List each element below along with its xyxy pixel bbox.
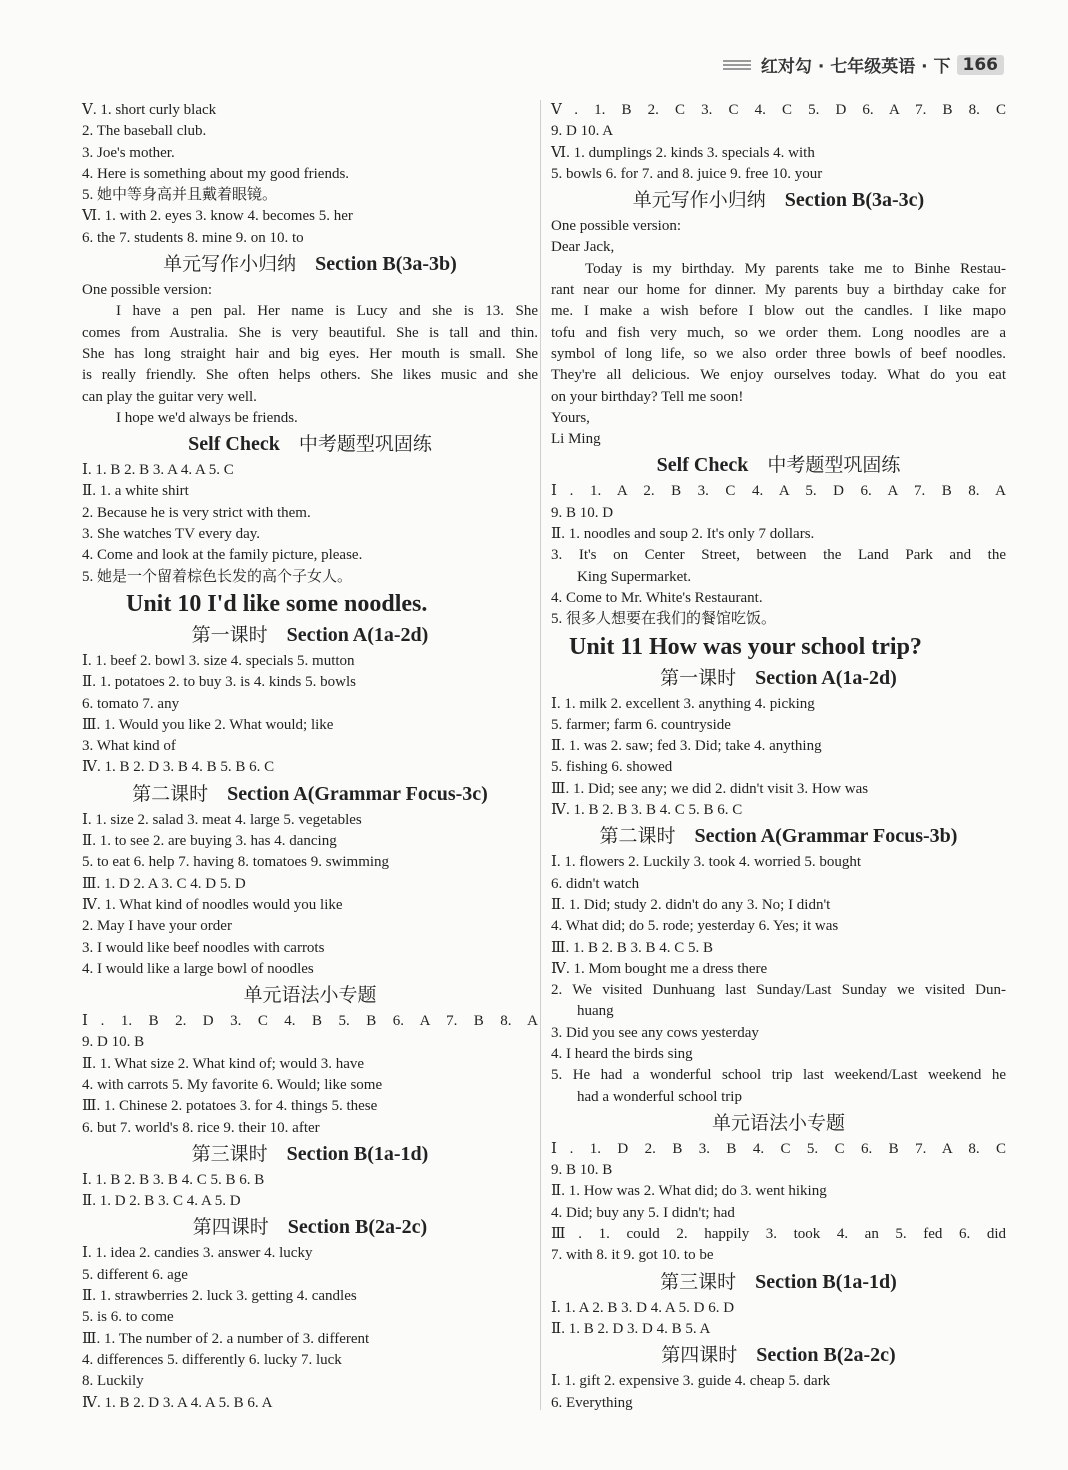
- answer-line: me. I make a wish before I blow out the candles. I like mapo: [551, 303, 1006, 320]
- book-title: 红对勾 · 七年级英语 · 下: [760, 57, 951, 77]
- answer-line: Ⅲ. 1. could 2. happily 3. took 4. an 5. fed 6. did: [551, 1226, 1006, 1243]
- answer-line: 5. 她中等身高并且戴着眼镜。: [82, 187, 278, 204]
- answer-line: 5. fishing 6. showed: [551, 759, 673, 776]
- answer-line: Ⅲ. 1. B 2. B 3. B 4. C 5. B: [551, 939, 713, 956]
- answer-line: Ⅰ. 1. B 2. B 3. A 4. A 5. C: [82, 462, 234, 479]
- answer-line: Ⅰ. 1. B 2. D 3. C 4. B 5. B 6. A 7. B 8. A: [82, 1013, 538, 1030]
- answer-line: 4. I heard the birds sing: [551, 1045, 693, 1062]
- section-heading-cn: 单元写作小归纳: [163, 253, 297, 276]
- answer-line: Ⅲ. 1. Did; see any; we did 2. didn't visit 3. How was: [551, 780, 869, 797]
- answer-line: Ⅱ. 1. What size 2. What kind of; would 3. have: [82, 1055, 365, 1072]
- answer-line: 4. differences 5. differently 6. lucky 7. luck: [82, 1351, 342, 1368]
- answer-line: 4. I would like a large bowl of noodles: [82, 960, 314, 977]
- answer-line: 4. Here is something about my good friends.: [82, 165, 350, 182]
- answer-line: Ⅳ. 1. What kind of noodles would you like: [82, 896, 343, 913]
- section-heading-en: Section B(1a-1d): [755, 1270, 897, 1293]
- answer-line: Yours,: [551, 409, 590, 426]
- section-heading-cn: 中考题型巩固练: [767, 454, 901, 477]
- answer-line: 6. tomato 7. any: [82, 695, 180, 712]
- answer-line: 5. different 6. age: [82, 1266, 188, 1283]
- answer-line: 7. with 8. it 9. got 10. to be: [551, 1247, 714, 1264]
- section-heading: [82, 980, 538, 1011]
- answer-line: Ⅱ. 1. Did; study 2. didn't do any 3. No; I didn't: [551, 896, 831, 913]
- answer-line: 2. Because he is very strict with them.: [82, 504, 311, 521]
- answer-line: King Supermarket.: [577, 568, 692, 585]
- answer-line: 4. with carrots 5. My favorite 6. Would; like some: [82, 1076, 383, 1093]
- answer-line: 9. D 10. B: [82, 1034, 145, 1051]
- section-heading: [82, 249, 538, 280]
- answer-line: Ⅴ. 1. short curly black: [82, 102, 217, 118]
- answer-line: Ⅱ. 1. B 2. D 3. D 4. B 5. A: [551, 1320, 711, 1337]
- answer-line: One possible version:: [551, 218, 681, 235]
- unit-title: Unit 10 I'd like some noodles.: [126, 590, 428, 617]
- answer-line: Ⅱ. 1. D 2. B 3. C 4. A 5. D: [82, 1193, 241, 1210]
- section-heading-en: Section B(3a-3b): [315, 253, 457, 276]
- section-heading-en: Self Check: [656, 454, 749, 477]
- answer-line: 6. but 7. world's 8. rice 9. their 10. after: [82, 1119, 320, 1136]
- answer-line: Ⅳ. 1. B 2. D 3. A 4. A 5. B 6. A: [82, 1394, 273, 1411]
- section-heading: [82, 779, 538, 810]
- answer-line: Ⅱ. 1. How was 2. What did; do 3. went hiking: [551, 1183, 827, 1200]
- answer-line: Ⅲ. 1. Would you like 2. What would; like: [82, 716, 334, 733]
- section-heading-en: Section A(Grammar Focus-3b): [694, 825, 958, 848]
- answer-line: Ⅴ. 1. B 2. C 3. C 4. C 5. D 6. A 7. B 8. C: [551, 102, 1006, 118]
- answer-line: 9. B 10. D: [551, 504, 614, 521]
- section-heading-cn: 第二课时: [132, 782, 209, 805]
- section-heading-en: Section A(Grammar Focus-3c): [227, 782, 488, 805]
- answer-line: Ⅳ. 1. B 2. B 3. B 4. C 5. B 6. C: [551, 802, 743, 819]
- answer-line: 4. What did; do 5. rode; yesterday 6. Yes; it was: [551, 918, 839, 935]
- answer-line: 2. We visited Dunhuang last Sunday/Last Sunday we visited Dun-: [551, 982, 1006, 999]
- answer-line: Ⅰ. 1. D 2. B 3. B 4. C 5. C 6. B 7. A 8. C: [551, 1140, 1006, 1157]
- answer-line: Li Ming: [551, 431, 601, 448]
- answer-line: She has long straight hair and big eyes. Her mouth is small. She: [82, 345, 538, 362]
- answer-line: 3. I would like beef noodles with carrots: [82, 939, 325, 956]
- section-heading: [551, 1108, 1006, 1139]
- answer-line: Dear Jack,: [551, 239, 615, 256]
- answer-line: huang: [577, 1003, 614, 1020]
- section-heading-en: Section B(2a-2c): [287, 1216, 428, 1239]
- answer-line: 3. Did you see any cows yesterday: [551, 1024, 759, 1041]
- answer-line: rant near our home for dinner. My parents buy a birthday cake for: [551, 282, 1006, 299]
- answer-line: Ⅲ. 1. Chinese 2. potatoes 3. for 4. things 5. these: [82, 1098, 378, 1115]
- section-heading-en: Section B(1a-1d): [286, 1142, 429, 1165]
- answer-line: Ⅰ. 1. A 2. B 3. D 4. A 5. D 6. D: [551, 1299, 735, 1316]
- section-heading-cn: 第三课时: [660, 1270, 737, 1293]
- section-heading-cn: 单元写作小归纳: [632, 189, 766, 212]
- answer-line: Ⅱ. 1. was 2. saw; fed 3. Did; take 4. anything: [551, 738, 822, 755]
- answer-line: Ⅰ. 1. A 2. B 3. C 4. A 5. D 6. A 7. B 8. A: [551, 483, 1006, 500]
- answer-line: Ⅰ. 1. flowers 2. Luckily 3. took 4. worried 5. bought: [551, 854, 862, 871]
- answer-line: 4. Did; buy any 5. I didn't; had: [551, 1204, 735, 1221]
- answer-line: tofu and fish very much, so we order them. Long noodles are a: [551, 324, 1006, 341]
- answer-line: One possible version:: [82, 282, 212, 299]
- section-heading: [82, 429, 538, 460]
- answer-line: I have a pen pal. Her name is Lucy and she is 13. She: [116, 303, 538, 320]
- section-heading-cn: 第一课时: [191, 623, 268, 646]
- section-heading: [551, 821, 1006, 852]
- section-heading-en: Section B(2a-2c): [756, 1344, 896, 1367]
- answer-line: Ⅰ. 1. idea 2. candies 3. answer 4. lucky: [82, 1245, 313, 1262]
- section-heading-cn: 中考题型巩固练: [298, 433, 432, 456]
- answer-line: Ⅰ. 1. gift 2. expensive 3. guide 4. cheap 5. dark: [551, 1373, 831, 1390]
- section-heading: [551, 1340, 1006, 1371]
- answer-line: Ⅲ. 1. D 2. A 3. C 4. D 5. D: [82, 875, 246, 892]
- section-heading-cn: 第二课时: [599, 825, 676, 848]
- page-header: [723, 52, 1004, 77]
- answer-line: 5. 很多人想要在我们的餐馆吃饭。: [551, 611, 777, 628]
- answer-line: Ⅰ. 1. size 2. salad 3. meat 4. large 5. vegetables: [82, 811, 362, 828]
- answer-line: 2. May I have your order: [82, 918, 232, 935]
- section-heading-cn: 第四课时: [661, 1344, 738, 1367]
- answer-line: Ⅳ. 1. B 2. D 3. B 4. B 5. B 6. C: [82, 759, 275, 776]
- section-heading-en: Section A(1a-2d): [286, 623, 429, 646]
- answer-line: Ⅰ. 1. B 2. B 3. B 4. C 5. B 6. B: [82, 1171, 265, 1188]
- answer-line: symbol of long life, so we also order three bowls of beef noodles.: [551, 345, 1006, 362]
- answer-line: They're all delicious. We enjoy ourselves today. What do you eat: [551, 367, 1006, 384]
- answer-line: on your birthday? Tell me soon!: [551, 388, 744, 405]
- answer-line: 6. the 7. students 8. mine 9. on 10. to: [82, 229, 304, 246]
- answer-line: 9. B 10. B: [551, 1162, 613, 1179]
- answer-line: 5. He had a wonderful school trip last weekend/Last weekend he: [551, 1067, 1006, 1084]
- section-heading: [551, 1267, 1006, 1298]
- right-column: [551, 100, 1006, 1414]
- column-divider: [540, 100, 541, 1410]
- answer-line: had a wonderful school trip: [577, 1088, 742, 1105]
- page-number: 166: [957, 55, 1005, 75]
- answer-line: Ⅵ. 1. dumplings 2. kinds 3. specials 4. with: [551, 144, 815, 161]
- section-heading: [82, 1212, 538, 1243]
- section-heading-en: Self Check: [188, 433, 280, 456]
- answer-line: Ⅳ. 1. Mom bought me a dress there: [551, 960, 768, 977]
- answer-line: 4. Come and look at the family picture, please.: [82, 547, 363, 564]
- answer-line: Ⅰ. 1. milk 2. excellent 3. anything 4. picking: [551, 695, 815, 712]
- section-heading: [82, 1139, 538, 1170]
- answer-line: can play the guitar very well.: [82, 388, 257, 405]
- answer-line: Ⅱ. 1. noodles and soup 2. It's only 7 dollars.: [551, 526, 815, 543]
- section-heading-cn: 单元语法小专题: [711, 1111, 845, 1134]
- answer-line: Ⅲ. 1. The number of 2. a number of 3. different: [82, 1330, 370, 1347]
- answer-line: Ⅰ. 1. beef 2. bowl 3. size 4. specials 5. mutton: [82, 652, 355, 669]
- answer-line: Ⅱ. 1. strawberries 2. luck 3. getting 4. candles: [82, 1288, 357, 1305]
- answer-line: 5. is 6. to come: [82, 1309, 174, 1326]
- section-heading-cn: 第一课时: [660, 666, 737, 689]
- answer-line: I hope we'd always be friends.: [116, 409, 298, 426]
- answer-line: 6. Everything: [551, 1394, 633, 1411]
- answer-line: 3. She watches TV every day.: [82, 526, 261, 543]
- answer-line: Ⅱ. 1. a white shirt: [82, 483, 189, 500]
- answer-line: 6. didn't watch: [551, 875, 640, 892]
- answer-line: Ⅱ. 1. to see 2. are buying 3. has 4. dancing: [82, 833, 337, 850]
- section-heading: [82, 620, 538, 651]
- left-column: [82, 100, 538, 1414]
- section-heading-cn: 单元语法小专题: [243, 984, 377, 1007]
- answer-line: 2. The baseball club.: [82, 123, 207, 140]
- answer-line: Ⅱ. 1. potatoes 2. to buy 3. is 4. kinds 5. bowls: [82, 674, 356, 691]
- answer-line: Today is my birthday. My parents take me to Binhe Restau-: [585, 260, 1006, 277]
- answer-line: Ⅵ. 1. with 2. eyes 3. know 4. becomes 5. her: [82, 208, 353, 225]
- section-heading-cn: 第三课时: [191, 1142, 268, 1165]
- answer-line: 3. It's on Center Street, between the Land Park and the: [551, 547, 1006, 564]
- answer-line: 3. Joe's mother.: [82, 144, 175, 161]
- section-heading-cn: 第四课时: [192, 1216, 269, 1239]
- answer-line: comes from Australia. She is very beautiful. She is tall and thin.: [82, 324, 538, 341]
- answer-line: 4. Come to Mr. White's Restaurant.: [551, 589, 763, 606]
- section-heading: [551, 450, 1006, 481]
- answer-line: 8. Luckily: [82, 1373, 144, 1390]
- answer-line: 5. 她是一个留着棕色长发的高个子女人。: [82, 568, 353, 585]
- answer-line: 5. farmer; farm 6. countryside: [551, 716, 731, 733]
- header-lines-icon: [723, 60, 751, 70]
- unit-title: Unit 11 How was your school trip?: [569, 633, 922, 660]
- answer-line: 5. to eat 6. help 7. having 8. tomatoes 9. swimming: [82, 854, 390, 871]
- section-heading-en: Section B(3a-3c): [784, 189, 925, 212]
- section-heading-en: Section A(1a-2d): [755, 666, 897, 689]
- section-heading: [551, 663, 1006, 694]
- answer-line: 9. D 10. A: [551, 123, 614, 140]
- answer-line: is really friendly. She often helps others. She likes music and she: [82, 367, 538, 384]
- section-heading: [551, 185, 1006, 216]
- answer-line: 5. bowls 6. for 7. and 8. juice 9. free 10. your: [551, 165, 823, 182]
- answer-line: 3. What kind of: [82, 738, 176, 755]
